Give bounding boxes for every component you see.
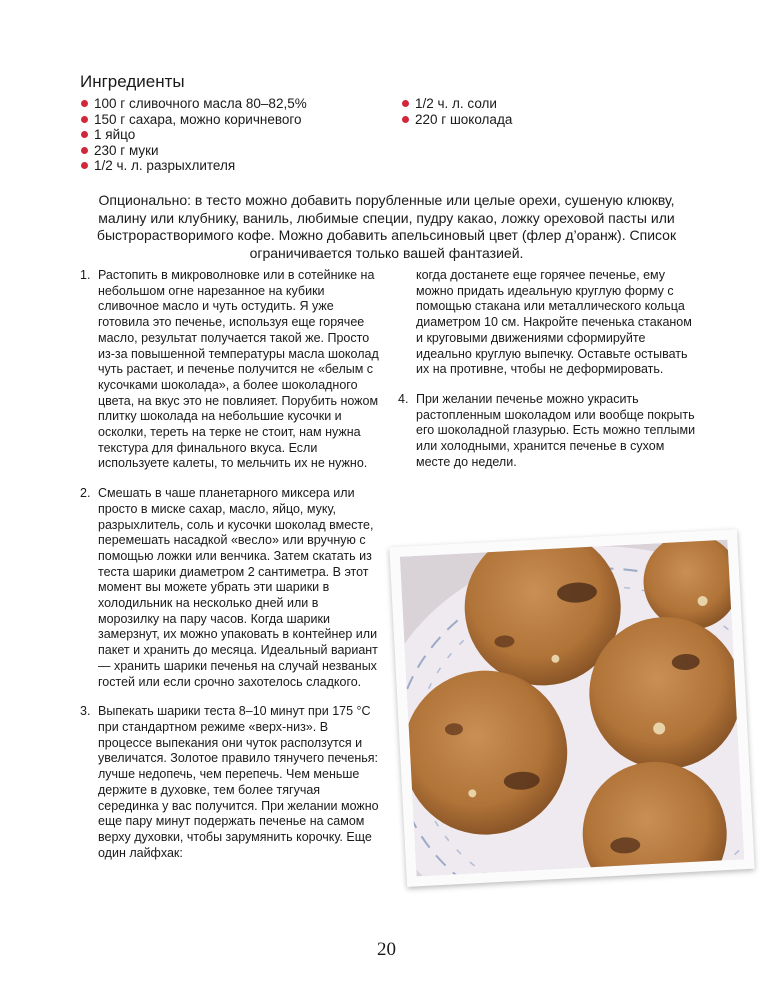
ingredient-item [80,158,307,174]
cookies-plate-image [400,540,744,877]
ingredient-item [401,112,512,128]
ingredient-item [401,96,512,112]
ingredients-list-right [401,96,512,127]
red-bullet-icon [402,100,409,107]
red-bullet-icon [81,100,88,107]
ingredient-text: 100 г сливочного масла 80–82,5% [94,96,307,111]
recipe-step [80,486,380,690]
recipe-step [80,704,380,861]
step-continuation: когда достанете еще горячее печенье, ему можно придать идеальную круглую форму с помощью стакана или металлического кольца диаметром 10 см. Накройте печенька стаканом и круговыми движениями сформируйте идеально круглую выпечку. Оставьте остывать их на противне, чтобы не деформировать. [416,268,692,377]
red-bullet-icon [81,131,88,138]
optional-note: Опционально: в тесто можно добавить порубленные или целые орехи, сушеную клюкву, малину или клубнику, ваниль, любимые специи, пудру какао, ложку ореховой пасты или быстрорастворимого кофе. Можно добавить апельсиновый цвет (флер д’оранж). Список ограничивается только вашей фантазией. [96,192,677,261]
page-number: 20 [377,939,396,960]
ingredient-item [80,112,307,128]
step-number: 2. [80,486,91,501]
recipe-step [80,268,380,472]
ingredient-text: 230 г муки [94,142,159,158]
ingredient-text: 150 г сахара, можно коричневого [94,111,302,127]
step-number: 3. [80,704,91,719]
ingredient-text: 1/2 ч. л. разрыхлителя [94,158,236,174]
step-text: При желании печенье можно украсить растопленным шоколадом или вообще покрыть его шоколадной глазурью. Есть можно теплыми или холодными, хранится печенье в сухом месте до недели. [416,391,696,469]
ingredient-item [80,143,307,159]
ingredient-text: 1/2 ч. л. соли [415,96,497,111]
ingredient-item [80,127,307,143]
cookies-photo [389,529,754,887]
red-bullet-icon [81,162,88,169]
step-number: 1. [80,268,91,282]
step-text: Растопить в микроволновке или в сотейнике на небольшом огне нарезанное на кубики сливочное масло и чуть остудить. Я уже готовила это печенье, используя еще горячее масло, результат получается такой же. Просто из-за повышенной температуры масла шоколад чуть растает, и печенье получится не «белым с кусочками шоколада», а более шоколадного цвета, на вкус это не повлияет. Порубить ножом плитку шоколада на небольшие кусочки и осколки, тереть на терке не стоит, нам нужна текстура для финального вкуса. Если используете калеты, то мельчить их не нужно. [98,268,379,471]
steps-column-right [398,268,698,484]
ingredient-text: 220 г шоколада [415,111,513,127]
ingredients-list-left [80,96,307,174]
step-text: Смешать в чаше планетарного миксера или просто в миске сахар, масло, яйцо, муку, разрыхлитель, соль и кусочки шоколад вместе, перемешать насадкой «весло» или вручную с помощью ложки или венчика. Затем скатать из теста шарики диаметром 2 сантиметра. В этот момент вы можете убрать эти шарики в холодильник на несколько дней или в морозилку на пару часов. Когда шарики замерзнут, их можно упаковать в контейнер или пакет и хранить до месяца. Идеальный вариант — хранить шарики печенья на случай незваных гостей или если срочно захотелось сладкого. [98,486,378,689]
red-bullet-icon [81,116,88,123]
red-bullet-icon [402,116,409,123]
recipe-step [398,392,698,471]
ingredients-heading: Ингредиенты [80,72,185,91]
ingredient-text: 1 яйцо [94,127,136,143]
ingredient-item [80,96,307,112]
step-text: Выпекать шарики теста 8–10 минут при 175 °C при стандартном режиме «верх-низ». В процессе выпекания они чуток расползутся и увеличатся. Золотое правило тянучего печенья: лучше недопечь, чем перепечь. Чем меньше держите в духовке, тем более тягучая серединка у вас получится. При желании можно еще пару минут подержать печенье на самом верху духовки, чтобы зарумянить корочку. Еще один лайфхак: [98,704,379,860]
steps-column-left [80,268,380,875]
step-number: 4. [398,391,409,406]
red-bullet-icon [81,147,88,154]
